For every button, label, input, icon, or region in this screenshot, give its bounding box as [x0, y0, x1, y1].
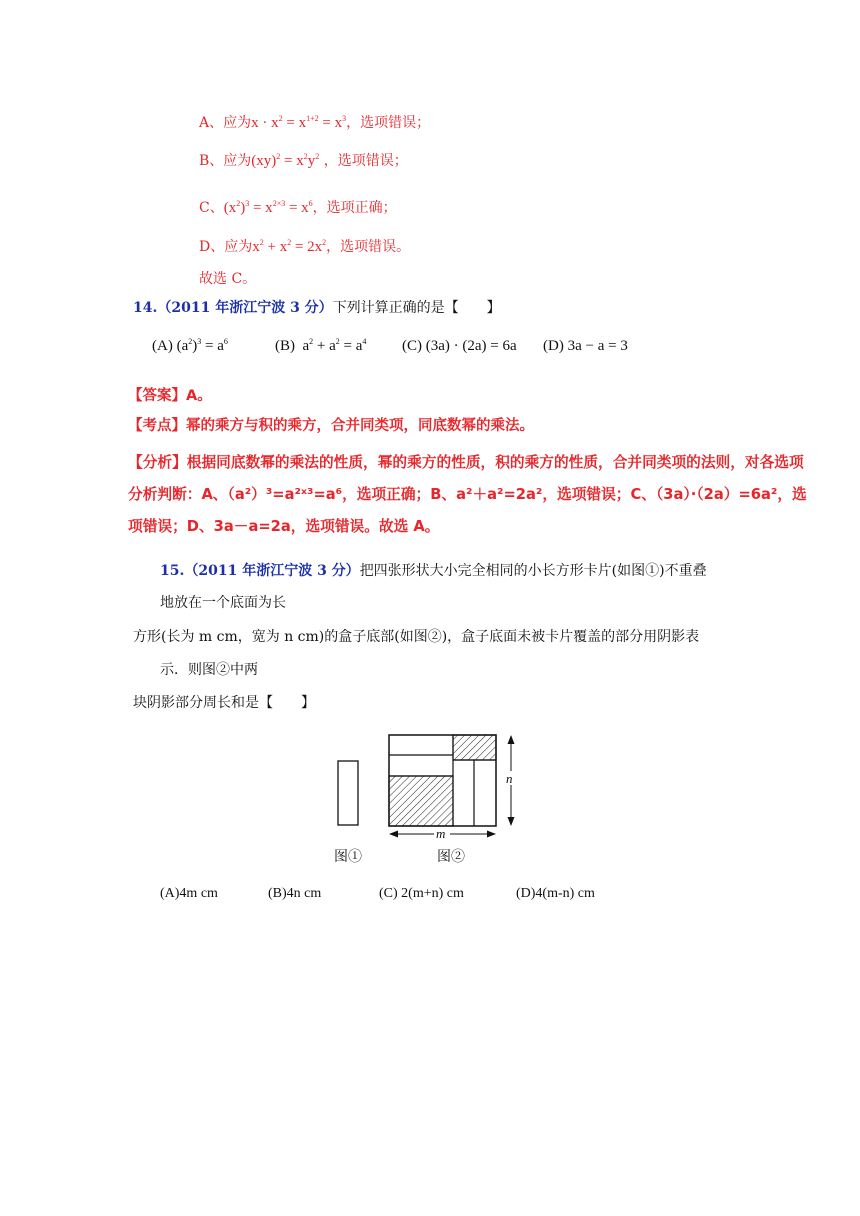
q15-source: （2011 年浙江宁波 3 分）: [184, 563, 360, 579]
solution-d-formula: $x^2 + x^2 = 2x^2$: [252, 238, 327, 255]
q15-line4: 示．则图②中两: [160, 662, 258, 678]
solution-conclusion: 故选 C。: [199, 271, 257, 287]
figure1-label: 图①: [334, 850, 362, 865]
q15-line1: 15.（2011 年浙江宁波 3 分）把四张形状大小完全相同的小长方形卡片(如图①)不重叠: [160, 563, 707, 579]
q15-line3: 方形(长为 m cm，宽为 n cm)的盒子底部(如图②)，盒子底面未被卡片覆盖的部分用阴影表: [133, 629, 700, 645]
q14-option-d: (D) 3a − a = 3: [543, 338, 628, 354]
q15-option-b: (B)4n cm: [268, 886, 322, 901]
q14-answer: 【答案】A。: [128, 388, 212, 404]
q15-option-a: (A)4m cm: [160, 886, 218, 901]
q14-number: 14.: [133, 300, 158, 316]
q14-option-b: (B) $a^2 + a^2 = a^4$: [275, 337, 367, 354]
q14-analysis-line3: 项错误；D、3a－a=2a，选项错误。故选 A。: [128, 518, 440, 535]
figure2-shade-bottom-left: [389, 776, 453, 826]
solution-b: B、应为$(xy)^2 = x^2y^2$ ，选项错误；: [199, 152, 408, 169]
q14-option-c: (C) (3a) · (2a) = 6a: [402, 338, 517, 354]
figure2-shade-top-right: [453, 735, 496, 760]
q14-source: （2011 年浙江宁波 3 分）: [157, 300, 333, 316]
q14-header: [133, 297, 501, 317]
q14-analysis-line1: 【分析】根据同底数幂的乘法的性质，幂的乘方的性质，积的乘方的性质，合并同类项的法则，对各选项: [128, 454, 804, 471]
q14-points: 【考点】幂的乘方与积的乘方，合并同类项，同底数幂的乘法。: [128, 418, 534, 434]
q15-number: 15.: [160, 563, 185, 579]
m-label: m: [436, 826, 446, 841]
q14-option-a: (A) $(a^2)^3 = a^6$: [152, 337, 228, 354]
solution-b-formula: $(xy)^2 = x^2y^2$: [251, 152, 320, 169]
figure2-label: 图②: [437, 850, 465, 865]
q14-stem: 下列计算正确的是【 】: [332, 300, 501, 316]
solution-c: C、$(x^2)^3 = x^{2\times 3} = x^6$，选项正确；: [199, 199, 397, 216]
q15-line5: 块阴影部分周长和是【 】: [133, 695, 315, 711]
q15-figure: [330, 728, 530, 870]
q14-analysis-line2: 分析判断：A、（a²）³=a²ˣ³=a⁶，选项正确；B、a²＋a²=2a²，选项错误；C、（3a）·（2a）=6a²，选: [128, 486, 807, 503]
figure1-card: [338, 761, 358, 825]
solution-a: A、应为$x \cdot x^2 = x^{1+2} = x^3$，选项错误；: [199, 114, 431, 131]
q15-option-d: (D)4(m-n) cm: [516, 886, 595, 901]
n-label: n: [506, 771, 513, 786]
solution-c-formula: $(x^2)^3 = x^{2\times 3} = x^6$: [223, 199, 313, 216]
q15-option-c: (C) 2(m+n) cm: [379, 886, 464, 901]
solution-a-formula: $x \cdot x^2 = x^{1+2} = x^3$: [251, 114, 347, 131]
q15-line2: 地放在一个底面为长: [160, 595, 286, 611]
solution-d: D、应为$x^2 + x^2 = 2x^2$，选项错误。: [199, 238, 411, 255]
